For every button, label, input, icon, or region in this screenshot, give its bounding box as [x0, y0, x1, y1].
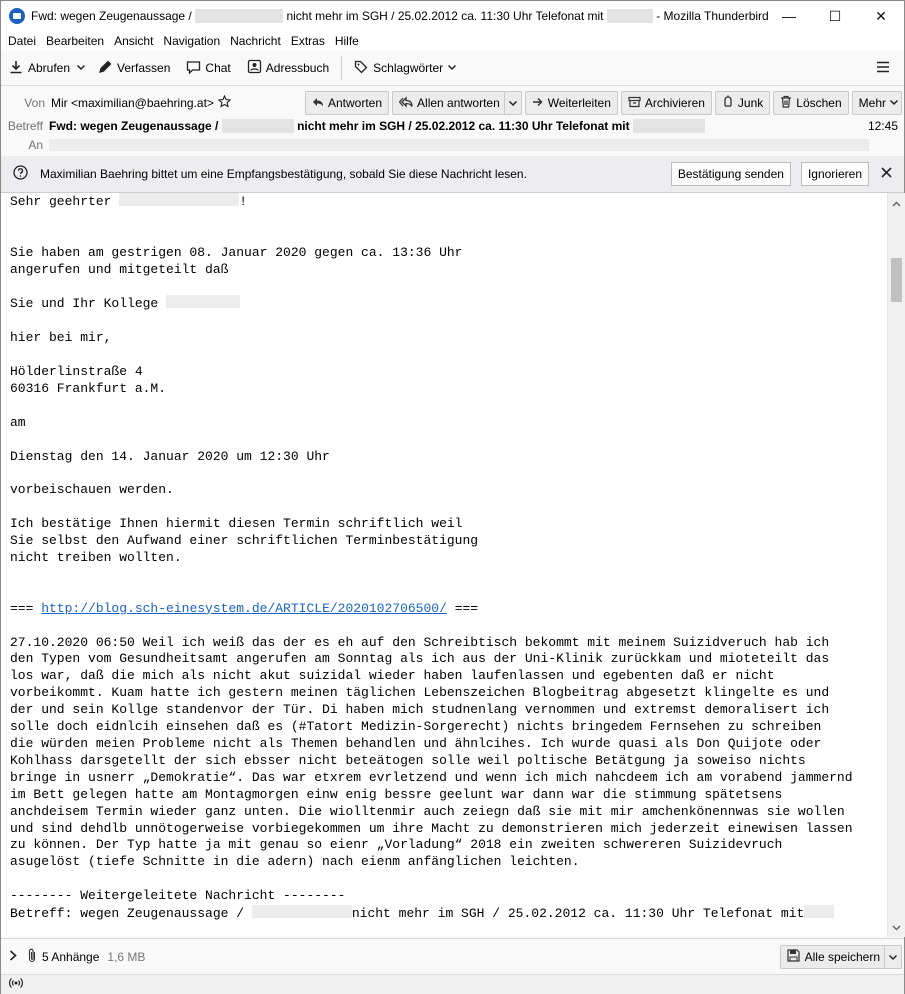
window-title-prefix: Fwd: wegen Zeugenaussage /: [31, 8, 192, 23]
ignore-receipt-button[interactable]: Ignorieren: [801, 162, 869, 186]
delete-button[interactable]: [773, 91, 848, 115]
reply-all-icon: [399, 96, 413, 111]
link-suffix: ===: [446, 600, 479, 616]
chevron-down-icon[interactable]: [884, 946, 901, 968]
get-mail-dropdown[interactable]: [72, 56, 90, 80]
app-menu-button[interactable]: [862, 56, 904, 80]
save-all-label: Alle speichern: [804, 950, 880, 964]
chat-button[interactable]: [178, 56, 238, 80]
redacted-block: [195, 9, 283, 23]
addressbook-icon: [247, 59, 261, 77]
redacted-block: [633, 119, 705, 133]
paragraph: Sie haben am gestrigen 08. Januar 2020 gegen ca. 13:36 Uhr angerufen und mitgeteilt daß: [10, 244, 463, 277]
chat-bubble-icon: [186, 60, 200, 77]
tags-button[interactable]: [346, 56, 465, 80]
forwarded-subject-label: Betreff: wegen Zeugenaussage /: [10, 906, 252, 922]
appointment-date: Dienstag den 14. Januar 2020 um 12:30 Uhr: [10, 448, 330, 464]
message-text: [1, 193, 887, 923]
delete-label: Löschen: [796, 96, 842, 110]
menu-hilfe[interactable]: Hilfe: [334, 34, 359, 48]
junk-icon: [722, 95, 734, 111]
address: Hölderlinstraße 4 60316 Frankfurt a.M.: [10, 364, 167, 396]
menu-bar: [1, 31, 904, 51]
get-mail-label: Abrufen: [28, 61, 71, 75]
chat-label: Chat: [205, 61, 231, 75]
attachment-count[interactable]: 5 Anhänge: [42, 950, 100, 964]
tags-label: Schlagwörter: [373, 61, 444, 75]
junk-label: Junk: [737, 96, 764, 110]
paragraph: Ich bestätige Ihnen hiermit diesen Termin schriftlich weil Sie selbst den Aufwand einer schriftlichen Terminbestätigung nicht treiben wollten.: [10, 516, 479, 566]
forward-icon: [532, 96, 544, 111]
trash-icon: [780, 95, 792, 111]
online-status-icon[interactable]: [9, 977, 23, 992]
compose-label: Verfassen: [117, 61, 171, 75]
redacted-recipients: [49, 139, 869, 151]
menu-ansicht[interactable]: Ansicht: [114, 34, 154, 48]
forward-button[interactable]: [525, 91, 618, 115]
reply-icon: [312, 96, 324, 111]
greeting-end: !: [239, 194, 248, 209]
scroll-down-arrow-icon[interactable]: [892, 920, 901, 934]
redacted-block: [222, 119, 294, 133]
forwarded-subject-text: nicht mehr im SGH / 25.02.2012 ca. 11:30 Uhr Telefonat mit: [351, 906, 805, 922]
scrollbar-thumb[interactable]: [891, 258, 902, 302]
subject-prefix: Fwd: wegen Zeugenaussage /: [49, 118, 219, 133]
paragraph: am: [10, 414, 26, 430]
window-title: [31, 9, 769, 24]
menu-bearbeiten[interactable]: Bearbeiten: [46, 34, 105, 48]
window-title-suffix: nicht mehr im SGH / 25.02.2012 ca. 11:30 Uhr Telefonat mit: [286, 8, 604, 23]
to-label: An: [28, 138, 43, 152]
attachment-bar: [1, 938, 904, 975]
archive-icon: [628, 96, 641, 111]
message-time: 12:45: [867, 119, 898, 133]
subject-value: [49, 119, 705, 134]
reply-button[interactable]: [305, 91, 389, 115]
blog-article-link[interactable]: http://blog.sch-einesystem.de/ARTICLE/2020102706500/: [41, 600, 447, 616]
from-label: Von: [24, 96, 45, 110]
paperclip-icon: [27, 948, 37, 966]
main-toolbar: [1, 51, 904, 86]
thunderbird-logo-icon: [9, 8, 25, 24]
menu-datei[interactable]: Datei: [8, 34, 37, 48]
archive-label: Archivieren: [644, 96, 705, 110]
forwarded-separator: -------- Weitergeleitete Nachricht --------: [10, 888, 346, 904]
redacted-block: [166, 295, 240, 308]
send-receipt-button[interactable]: Bestätigung senden: [671, 162, 791, 186]
close-window-button[interactable]: ✕: [875, 7, 887, 24]
save-all-button[interactable]: [780, 945, 902, 969]
chevron-down-icon: [76, 61, 86, 75]
redacted-block: [607, 9, 653, 23]
hamburger-menu-icon: [876, 61, 890, 76]
status-bar: [1, 974, 904, 994]
from-value[interactable]: Mir <maximilian@baehring.at>: [51, 96, 214, 110]
paragraph: Sie und Ihr Kollege: [10, 296, 167, 312]
toolbar-separator: [341, 56, 342, 80]
paragraph: hier bei mir,: [10, 330, 112, 346]
link-prefix: ===: [10, 600, 42, 616]
receipt-notification-text: Maximilian Baehring bittet um eine Empfangsbestätigung, sobald Sie diese Nachricht lesen.: [40, 167, 527, 181]
menu-extras[interactable]: Extras: [290, 34, 325, 48]
more-label: Mehr: [858, 96, 886, 110]
chevron-down-icon: [447, 61, 457, 75]
paragraph: 27.10.2020 06:50 Weil ich weiß das der es eh auf den Schreibtisch bekommt mit meinem Suizidveruch hab ich den Typen vom Gesundheitsamt angerufen am Sonntag als ich aus der Uni-Klinik zurückkam und mioteteilt das los war, daß die mich als nicht akut suizidal wieder haben laufenlassen und egebenten daß er nicht vorbeikommt. Kuam hatte ich gestern meinen täglichen Lebenszeichen Blogbeitrag abgesetzt klingelte es und der und sein Kollge standenvor der Tür. Di haben mich studnenlang vernommen und extremst demoralisert ich solle doch eidnlcih einsehen daß es (#Tatort Medizin-Sorgerecht) nichts bringedem Fernsehen zu schreiben die würden meien Probleme nicht als Themen behandlen und ähnlcihes. Ich wurde quasi als Don Quijote oder Kohlhass darsgetellt der sich ebsser nicht beteätogen solle weil poltische Betätgung ja soweiso nichts bringe in usnerr „Demokratie“. Das war etxrem evrletzend und wenn ich mich nahcdeem ich am vorabend jammernd im Bett gelegen hatte am Montagmorgen einw enig bessre geelunt war dann war die stimmung spätetsens anchdeisem Termin wieder ganz unten. Die wiolltenmir auch zeiegn daß sie mit mir amchenkönennwas sie wollen und sind dehdlb unnötogerweise vorbiegekommen um ihre Macht zu demonstrieren mich jederzeit einewisen lassen zu können. Der Typ hatte ja mit genau so eienr „Vorladung“ 2018 ein zweiten schwereren Suizidevruch asugelöst (tiefe Schnitte in die adern) nach eienm anfänglichen leichten.: [10, 634, 853, 870]
window-app-name: - Mozilla Thunderbird: [656, 8, 769, 23]
download-icon: [9, 60, 23, 77]
pencil-icon: [98, 60, 112, 77]
forward-label: Weiterleiten: [547, 96, 611, 110]
compose-button[interactable]: [90, 56, 178, 80]
expand-attachments-icon[interactable]: [9, 950, 17, 964]
star-icon[interactable]: [218, 95, 231, 111]
greeting-text: Sehr geehrter: [10, 194, 120, 209]
more-button[interactable]: [852, 91, 902, 115]
addressbook-label: Adressbuch: [265, 61, 330, 75]
subject-label: Betreff: [7, 119, 43, 133]
save-icon: [787, 949, 800, 965]
message-body: [1, 193, 887, 937]
menu-nachricht[interactable]: Nachricht: [230, 34, 281, 48]
maximize-button[interactable]: ☐: [828, 7, 842, 24]
get-mail-button[interactable]: [1, 56, 72, 80]
close-icon[interactable]: [881, 167, 892, 181]
paragraph: vorbeischauen werden.: [10, 482, 174, 498]
question-icon: [13, 165, 28, 183]
archive-button[interactable]: [621, 91, 712, 115]
tag-icon: [354, 60, 368, 77]
message-scrollbar[interactable]: [887, 193, 905, 937]
chevron-down-icon: [889, 96, 899, 110]
message-header: [1, 86, 904, 157]
receipt-notification-bar: [1, 156, 904, 193]
addressbook-button[interactable]: [239, 56, 337, 80]
reply-all-label: Allen antworten: [417, 96, 500, 110]
scroll-up-arrow-icon[interactable]: [892, 196, 901, 210]
attachment-size: 1,6 MB: [107, 950, 146, 964]
subject-suffix: nicht mehr im SGH / 25.02.2012 ca. 11:30 Uhr Telefonat mit: [297, 118, 630, 133]
minimize-button[interactable]: —: [782, 8, 796, 24]
redacted-block: [119, 193, 239, 206]
reply-all-button[interactable]: [392, 91, 522, 115]
junk-button[interactable]: [715, 91, 770, 115]
chevron-down-icon[interactable]: [504, 92, 521, 114]
title-bar: [1, 1, 904, 31]
reply-label: Antworten: [328, 96, 383, 110]
redacted-block: [252, 905, 352, 918]
menu-navigation[interactable]: Navigation: [163, 34, 221, 48]
redacted-block: [804, 905, 834, 918]
